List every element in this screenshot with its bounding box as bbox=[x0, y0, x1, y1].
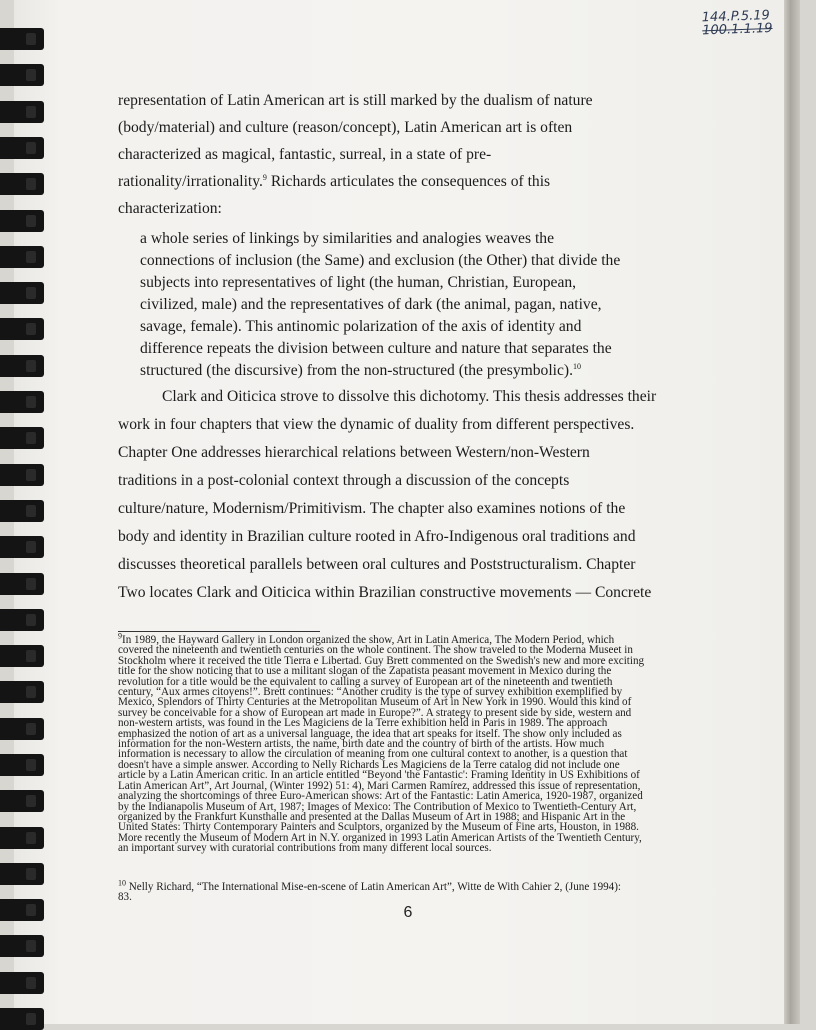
text-line: culture/nature, Modernism/Primitivism. The chapter also examines notions of the bbox=[118, 500, 626, 517]
quote-line: difference repeats the division between culture and nature that separates the bbox=[140, 340, 612, 357]
binding-ring bbox=[0, 137, 44, 159]
text-line: work in four chapters that view the dynamic of duality from different perspectives. bbox=[118, 416, 635, 433]
footnote-line: covered the nineteenth and twentieth centuries on the whole continent. The show traveled to the Moderna Museet in bbox=[118, 644, 633, 657]
binding-ring bbox=[0, 464, 44, 486]
text-fragment: rationality/irrationality. bbox=[118, 173, 263, 190]
footnote-line: information for the non-Western artists, the name, birth date and the country of birth of the artists. How much bbox=[118, 738, 605, 751]
binding-ring bbox=[0, 427, 44, 449]
page-number: 6 bbox=[403, 904, 413, 921]
binding-ring bbox=[0, 173, 44, 195]
footnote-line: analyzing the shortcomings of three Euro-American shows: Art of the Fantastic: Latin America, 1920-1987, organized bbox=[118, 790, 643, 803]
footnote-line: title for the show noticing that to use a militant slogan of the Zapatista peasant movement in Mexico during the bbox=[118, 665, 612, 678]
text-fragment: Nelly Richard, “The International Mise-en-scene of Latin American Art”, Witte de With Cahier 2, (June 1994): bbox=[126, 881, 621, 893]
text-line: (body/material) and culture (reason/concept), Latin American art is often bbox=[118, 119, 573, 136]
binding-ring bbox=[0, 28, 44, 50]
quote-line bbox=[140, 362, 581, 380]
text-line: traditions in a post-colonial context through a discussion of the concepts bbox=[118, 472, 570, 489]
binding-ring bbox=[0, 246, 44, 268]
footnote-line: survey be conceivable for a show of European art made in Europe?”. A strategy to present side by side, western and bbox=[118, 706, 632, 719]
binding-ring bbox=[0, 318, 44, 340]
binding-ring bbox=[0, 536, 44, 558]
quote-line: a whole series of linkings by similarities and analogies weaves the bbox=[140, 230, 554, 247]
text-fragment: Richards articulates the consequences of this bbox=[266, 173, 551, 190]
binding-ring bbox=[0, 863, 44, 885]
footnote-9 bbox=[118, 631, 714, 855]
text-line: characterized as magical, fantastic, surreal, in a state of pre- bbox=[118, 146, 492, 163]
archive-stamp bbox=[702, 9, 785, 38]
binding-ring bbox=[0, 391, 44, 413]
footnote-marker: 9 bbox=[118, 631, 122, 641]
footnote-line: More recently the Museum of Modern Art in N.Y. organized in 1993 Latin American Artists of the Twentieth Century, bbox=[118, 831, 642, 844]
text-line: Chapter One addresses hierarchical relations between Western/non-Western bbox=[118, 444, 590, 461]
binding-ring bbox=[0, 681, 44, 703]
text-fragment: structured (the discursive) from the non-structured (the presymbolic). bbox=[140, 362, 574, 379]
quote-line: savage, female). This antinomic polarization of the axis of identity and bbox=[140, 318, 582, 335]
binding-ring bbox=[0, 355, 44, 377]
footnote-line: by the Indianapolis Museum of Art, 1987; Images of Mexico: The Contribution of Mexico to Twentieth-Century Art, bbox=[118, 800, 637, 813]
binding-ring bbox=[0, 718, 44, 740]
spiral-binding bbox=[0, 0, 48, 1024]
binding-ring bbox=[0, 573, 44, 595]
text-line: characterization: bbox=[118, 200, 222, 217]
binding-ring bbox=[0, 500, 44, 522]
text-line: Clark and Oiticica strove to dissolve this dichotomy. This thesis addresses their bbox=[162, 388, 657, 405]
quote-line: subjects into representatives of light (the human, Christian, European, bbox=[140, 274, 577, 291]
footnote-line: Stockholm where it received the title Tierra e Libertad. Guy Brett commented on the Swedish's new and more exciting bbox=[118, 654, 645, 667]
text-line bbox=[118, 173, 550, 191]
footnote-line: century, “Aux armes citoyens!”. Brett continues: “Another crudity is the type of survey exhibition exemplified by bbox=[118, 686, 623, 699]
footnote-line bbox=[118, 878, 714, 893]
footnote-line: an important survey with curatorial contributions from many different local sources. bbox=[118, 842, 492, 855]
text-fragment: In 1989, the Hayward Gallery in London organized the show, Art in Latin America, The Modern Period, which bbox=[122, 634, 615, 646]
footnote-line: organized by the Frankfurt Kunsthalle and presented at the Dallas Museum of Art in 1988; and Hispanic Art in the bbox=[118, 810, 626, 823]
binding-ring bbox=[0, 210, 44, 232]
footnote-line: Latin American Art”, Art Journal, (Winter 1992) 51: 4), Mari Carmen Ramírez, addressed this issue of representation, bbox=[118, 779, 641, 792]
footnote-ref-10: 10 bbox=[573, 361, 582, 371]
footnote-marker: 10 bbox=[118, 878, 126, 888]
footnote-line: non-western artists, was found in the Les Magiciens de la Terre exhibition held in Paris in 1989. The approach bbox=[118, 717, 608, 730]
footnote-line: Mexico, Splendors of Thirty Centuries at the Metropolitan Museum of Art in New York in 1990. Would this kind of bbox=[118, 696, 632, 709]
binding-ring bbox=[0, 827, 44, 849]
text-line: body and identity in Brazilian culture rooted in Afro-Indigenous oral traditions and bbox=[118, 528, 636, 545]
binding-ring bbox=[0, 282, 44, 304]
stamp-line-2: 100.1.1.19 bbox=[701, 20, 773, 39]
binding-ring bbox=[0, 972, 44, 994]
text-line: discusses theoretical parallels between oral cultures and Poststructuralism. Chapter bbox=[118, 556, 636, 573]
footnote-line: United States: Thirty Contemporary Painters and Sculptors, organized by the Museum of Fine arts, Houston, in 1988. bbox=[118, 821, 639, 834]
text-line: Two locates Clark and Oiticica within Brazilian constructive movements — Concrete bbox=[118, 584, 652, 601]
footnote-10 bbox=[118, 878, 714, 904]
binding-ring bbox=[0, 609, 44, 631]
footnote-rule bbox=[118, 631, 320, 632]
binding-ring bbox=[0, 754, 44, 776]
binding-ring bbox=[0, 935, 44, 957]
binding-ring bbox=[0, 645, 44, 667]
footnote-line: doesn't have a simple answer. According to Nelly Richards Les Magiciens de la Terre catalog did not include one bbox=[118, 758, 620, 771]
footnote-line: emphasized the notion of art as a universal language, the idea that art speaks for itself. The show only included as bbox=[118, 727, 622, 740]
footnote-line: revolution for a title would be the equivalent to calling a survey of European art of the nineteenth and twentieth bbox=[118, 675, 613, 688]
quote-line: connections of inclusion (the Same) and exclusion (the Other) that divide the bbox=[140, 252, 621, 269]
page-edge bbox=[784, 0, 800, 1024]
binding-ring bbox=[0, 790, 44, 812]
footnote-ref-9: 9 bbox=[262, 172, 267, 182]
binding-ring bbox=[0, 101, 44, 123]
quote-line: civilized, male) and the representatives of dark (the animal, pagan, native, bbox=[140, 296, 602, 313]
stamp-line-1: 144.P.5.19 bbox=[701, 8, 771, 26]
binding-ring bbox=[0, 64, 44, 86]
footnote-line: information is necessary to allow the circulation of meaning from one cultural context to another, is a question that bbox=[118, 748, 628, 761]
text-line: representation of Latin American art is still marked by the dualism of nature bbox=[118, 92, 593, 109]
footnote-line: 83. bbox=[118, 891, 132, 904]
binding-ring bbox=[0, 1008, 44, 1030]
footnote-line: article by a Latin American critic. In an article entitled “Beyond 'the Fantastic': Framing Identity in US Exhibitions of bbox=[118, 769, 640, 782]
